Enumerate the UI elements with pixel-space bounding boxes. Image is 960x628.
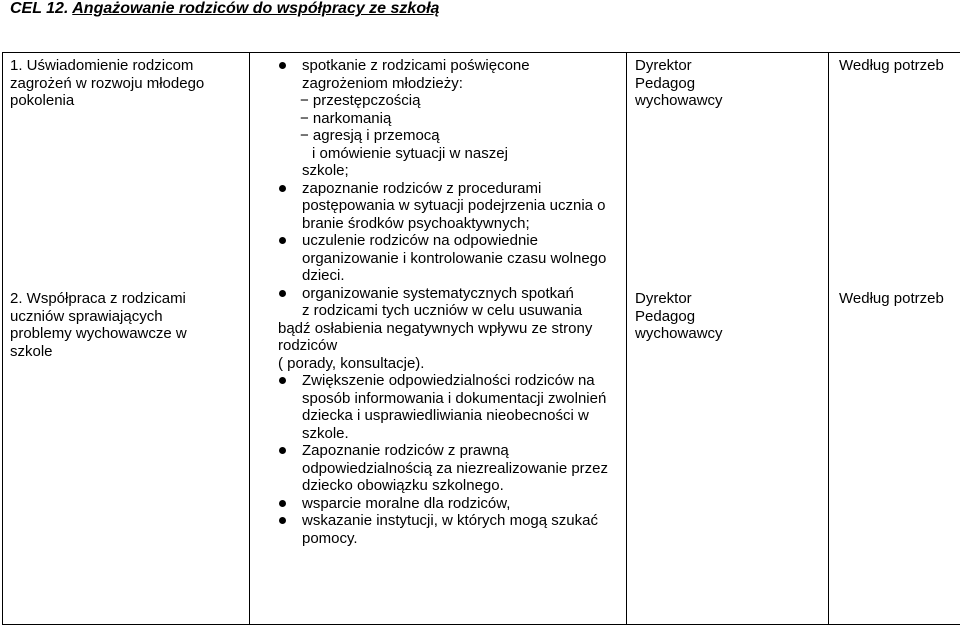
area-cell: [3, 53, 250, 625]
bullet-icon: [279, 517, 286, 524]
area-line: pokolenia: [10, 92, 75, 109]
tasks-cell: [250, 53, 627, 625]
task-text: dziecko obowiązku szkolnego.: [302, 477, 504, 494]
task-text: i omówienie sytuacji w naszej: [312, 144, 508, 162]
area-line: uczniów sprawiających: [10, 307, 163, 325]
area-line: 1. Uświadomienie rodzicom: [10, 57, 194, 74]
list-item: [250, 512, 626, 530]
responsible-item: Dyrektor: [635, 57, 692, 74]
heading-prefix: CEL 12.: [10, 0, 73, 17]
task-text: szkole.: [302, 424, 349, 442]
task-text: uczulenie rodziców na odpowiednie: [302, 232, 538, 249]
area-line: 2. Współpraca z rodzicami: [10, 290, 186, 307]
table-row: [3, 53, 960, 625]
task-text: wsparcie moralne dla rodziców,: [302, 494, 511, 512]
task-text: zagrożeniom młodzieży:: [302, 74, 463, 92]
bullet-icon: [279, 290, 286, 297]
list-item: [250, 285, 626, 303]
list-item: [250, 495, 626, 513]
list-item: [250, 372, 626, 390]
area-line: szkole: [10, 342, 53, 360]
plan-table: [2, 52, 960, 625]
task-text: sposób informowania i dokumentacji zwolnień: [302, 389, 607, 407]
task-text: zapoznanie rodziców z procedurami: [302, 179, 542, 197]
area-line: problemy wychowawcze w: [10, 325, 187, 342]
responsible-item: Dyrektor: [635, 290, 692, 307]
heading-title: Angażowanie rodziców do współpracy ze szkołą: [72, 0, 440, 17]
bullet-icon: [279, 500, 286, 507]
bullet-icon: [279, 377, 286, 384]
responsible-item: wychowawcy: [635, 92, 723, 109]
area-title-2: [10, 290, 246, 360]
bullet-icon: [279, 185, 286, 192]
responsible-list-2: [635, 290, 723, 343]
responsible-item: wychowawcy: [635, 325, 723, 342]
task-text: pomocy.: [302, 529, 358, 547]
list-item: [250, 180, 626, 198]
responsible-list-1: [635, 57, 723, 110]
task-text: branie środków psychoaktywnych;: [302, 214, 530, 232]
deadline-cell: [829, 53, 960, 625]
area-line: zagrożeń w rozwoju młodego: [10, 74, 205, 92]
task-text: Zapoznanie rodziców z prawną: [302, 442, 509, 459]
bullet-icon: [279, 447, 286, 454]
task-text: z rodzicami tych uczniów w celu usuwania: [302, 302, 583, 319]
threat-item: − narkomanią: [300, 109, 392, 127]
threat-item: − przestępczością: [300, 92, 421, 109]
bullet-icon: [279, 62, 286, 69]
bullet-icon: [279, 237, 286, 244]
task-text: Zwiększenie odpowiedzialności rodziców na: [302, 372, 595, 389]
page-heading: [10, 0, 439, 18]
responsible-item: Pedagog: [635, 74, 696, 92]
task-text: rodziców: [278, 337, 338, 354]
list-item: [250, 442, 626, 460]
list-item: [250, 232, 626, 250]
task-text: wskazanie instytucji, w których mogą szukać: [302, 512, 598, 529]
task-text: organizowanie i kontrolowanie czasu wolnego: [302, 249, 607, 267]
task-text: postępowania w sytuacji podejrzenia ucznia o: [302, 197, 606, 214]
task-text: ( porady, konsultacje).: [278, 354, 425, 372]
threat-item: − agresją i przemocą: [300, 127, 440, 144]
responsible-cell: [627, 53, 829, 625]
tasks-block: [250, 57, 626, 547]
task-text: spotkanie z rodzicami poświęcone: [302, 57, 530, 74]
task-text: bądź osłabienia negatywnych wpływu ze strony: [278, 319, 593, 337]
task-text: dzieci.: [302, 267, 345, 284]
task-text: odpowiedzialnością za niezrealizowanie przez: [302, 459, 609, 477]
area-title-1: [10, 57, 246, 110]
list-item: [250, 57, 626, 75]
task-text: dziecka i usprawiedliwiania nieobecności w: [302, 407, 589, 424]
deadline-1: Według potrzeb: [839, 57, 944, 74]
task-text: szkole;: [302, 162, 349, 179]
responsible-item: Pedagog: [635, 307, 696, 325]
task-text: organizowanie systematycznych spotkań: [302, 284, 574, 302]
deadline-2: Według potrzeb: [839, 290, 944, 307]
